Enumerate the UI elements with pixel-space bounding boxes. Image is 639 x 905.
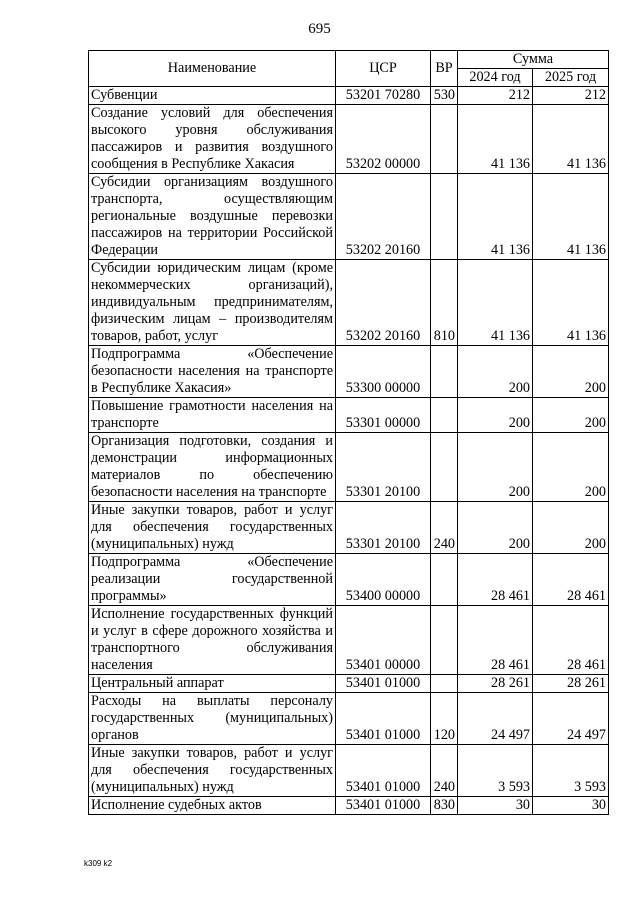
row-vr-cell — [431, 606, 458, 675]
row-vr-cell: 810 — [431, 260, 458, 346]
row-csr-cell: 53202 20160 — [336, 260, 431, 346]
row-name-cell: Повышение грамотности населения на транспорте — [89, 398, 336, 433]
row-csr-cell: 53202 20160 — [336, 174, 431, 260]
row-csr-cell: 53401 01000 — [336, 745, 431, 797]
table-row — [89, 675, 609, 693]
table-row — [89, 346, 609, 398]
row-2024-cell: 41 136 — [458, 105, 533, 174]
row-name-cell: Расходы на выплаты персоналу государственных (муниципальных) органов — [89, 693, 336, 745]
row-2024-cell: 41 136 — [458, 260, 533, 346]
header-name: Наименование — [89, 51, 336, 87]
row-2024-cell: 200 — [458, 398, 533, 433]
row-vr-cell: 120 — [431, 693, 458, 745]
row-name-cell: Субсидии юридическим лицам (кроме некоммерческих организаций), индивидуальным предпринимателям, физическим лицам – производителям товаров, работ, услуг — [89, 260, 336, 346]
row-2025-cell: 28 261 — [533, 675, 609, 693]
row-2025-cell: 28 461 — [533, 606, 609, 675]
page-number: 695 — [308, 21, 331, 37]
row-csr-cell: 53401 01000 — [336, 693, 431, 745]
header-row — [89, 51, 609, 69]
row-2024-cell: 200 — [458, 433, 533, 502]
table-row — [89, 105, 609, 174]
footer-code: k309 k2 — [84, 859, 113, 868]
table-row — [89, 797, 609, 815]
row-2024-cell: 200 — [458, 346, 533, 398]
row-name-cell: Субвенции — [89, 87, 336, 105]
row-vr-cell — [431, 174, 458, 260]
row-2025-cell: 200 — [533, 398, 609, 433]
row-2025-cell: 24 497 — [533, 693, 609, 745]
row-vr-cell — [431, 554, 458, 606]
row-vr-cell: 530 — [431, 87, 458, 105]
table-row — [89, 502, 609, 554]
table-row — [89, 87, 609, 105]
row-vr-cell — [431, 346, 458, 398]
row-name-cell: Иные закупки товаров, работ и услуг для обеспечения государственных (муниципальных) нужд — [89, 745, 336, 797]
row-csr-cell: 53301 00000 — [336, 398, 431, 433]
row-name-cell: Подпрограмма «Обеспечение реализации государственной программы» — [89, 554, 336, 606]
row-name-cell: Иные закупки товаров, работ и услуг для обеспечения государственных (муниципальных) нужд — [89, 502, 336, 554]
row-csr-cell: 53300 00000 — [336, 346, 431, 398]
row-2025-cell: 30 — [533, 797, 609, 815]
table-row — [89, 693, 609, 745]
row-name-cell: Создание условий для обеспечения высокого уровня обслуживания пассажиров и развития воздушного сообщения в Республике Хакасия — [89, 105, 336, 174]
table-row — [89, 554, 609, 606]
row-vr-cell: 240 — [431, 502, 458, 554]
row-vr-cell — [431, 105, 458, 174]
row-2025-cell: 28 461 — [533, 554, 609, 606]
row-2025-cell: 200 — [533, 346, 609, 398]
row-name-cell: Организация подготовки, создания и демонстрации информационных материалов по обеспечению безопасности населения на транспорте — [89, 433, 336, 502]
row-2024-cell: 41 136 — [458, 174, 533, 260]
row-2025-cell: 3 593 — [533, 745, 609, 797]
header-year-2024: 2024 год — [458, 69, 533, 87]
row-2024-cell: 28 461 — [458, 554, 533, 606]
table-row — [89, 745, 609, 797]
row-csr-cell: 53301 20100 — [336, 502, 431, 554]
row-2024-cell: 24 497 — [458, 693, 533, 745]
row-name-cell: Подпрограмма «Обеспечение безопасности населения на транспорте в Республике Хакасия» — [89, 346, 336, 398]
header-csr: ЦСР — [336, 51, 431, 87]
row-vr-cell: 830 — [431, 797, 458, 815]
row-2025-cell: 41 136 — [533, 105, 609, 174]
row-2024-cell: 28 261 — [458, 675, 533, 693]
table-row — [89, 260, 609, 346]
header-sum: Сумма — [458, 51, 609, 69]
table-body — [89, 87, 609, 815]
row-vr-cell — [431, 675, 458, 693]
row-name-cell: Исполнение государственных функций и услуг в сфере дорожного хозяйства и транспортного обслуживания населения — [89, 606, 336, 675]
row-2024-cell: 200 — [458, 502, 533, 554]
row-csr-cell: 53202 00000 — [336, 105, 431, 174]
row-vr-cell — [431, 433, 458, 502]
row-2025-cell: 200 — [533, 502, 609, 554]
row-vr-cell — [431, 398, 458, 433]
row-2024-cell: 212 — [458, 87, 533, 105]
row-csr-cell: 53401 00000 — [336, 606, 431, 675]
row-2024-cell: 28 461 — [458, 606, 533, 675]
row-csr-cell: 53400 00000 — [336, 554, 431, 606]
row-name-cell: Субсидии организациям воздушного транспорта, осуществляющим региональные воздушные перевозки пассажиров на территории Российской Федерации — [89, 174, 336, 260]
header-vr: ВР — [431, 51, 458, 87]
row-csr-cell: 53301 20100 — [336, 433, 431, 502]
row-2025-cell: 212 — [533, 87, 609, 105]
table-row — [89, 174, 609, 260]
table-row — [89, 606, 609, 675]
table-row — [89, 433, 609, 502]
row-2024-cell: 30 — [458, 797, 533, 815]
budget-table — [88, 50, 609, 815]
row-2024-cell: 3 593 — [458, 745, 533, 797]
row-csr-cell: 53201 70280 — [336, 87, 431, 105]
row-vr-cell: 240 — [431, 745, 458, 797]
table-row — [89, 398, 609, 433]
row-2025-cell: 200 — [533, 433, 609, 502]
header-year-2025: 2025 год — [533, 69, 609, 87]
row-csr-cell: 53401 01000 — [336, 675, 431, 693]
row-name-cell: Исполнение судебных актов — [89, 797, 336, 815]
row-csr-cell: 53401 01000 — [336, 797, 431, 815]
row-name-cell: Центральный аппарат — [89, 675, 336, 693]
row-2025-cell: 41 136 — [533, 260, 609, 346]
row-2025-cell: 41 136 — [533, 174, 609, 260]
